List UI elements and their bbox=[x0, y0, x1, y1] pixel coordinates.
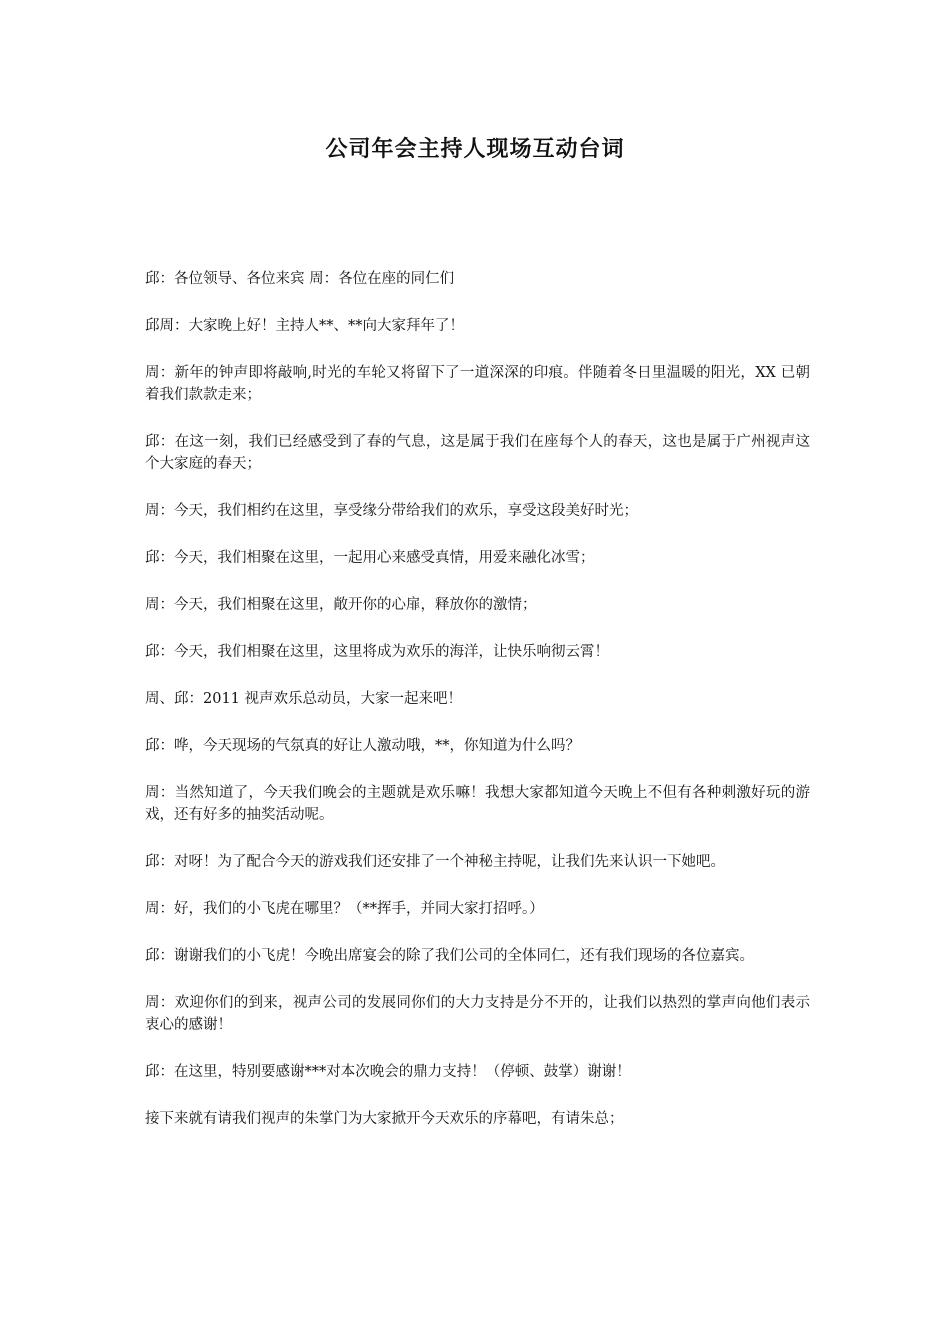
paragraph: 接下来就有请我们视声的朱掌门为大家掀开今天欢乐的序幕吧，有请朱总； bbox=[145, 1111, 624, 1127]
paragraph: 邱周：大家晚上好！主持人**、**向大家拜年了！ bbox=[145, 318, 464, 334]
paragraph: 邱：在这一刻，我们已经感受到了春的气息，这是属于我们在座每个人的春天，这也是属于广州视声这个大家庭的春天； bbox=[145, 434, 810, 472]
document-body bbox=[145, 268, 810, 1155]
paragraph: 邱：谢谢我们的小飞虎！今晚出席宴会的除了我们公司的全体同仁，还有我们现场的各位嘉宾。 bbox=[145, 948, 754, 964]
paragraph: 周：当然知道了，今天我们晚会的主题就是欢乐嘛！我想大家都知道今天晚上不但有各种刺激好玩的游戏，还有好多的抽奖活动呢。 bbox=[145, 785, 810, 823]
paragraph: 邱：哗，今天现场的气氛真的好让人激动哦，**，你知道为什么吗？ bbox=[145, 738, 580, 754]
paragraph: 周：今天，我们相约在这里，享受缘分带给我们的欢乐，享受这段美好时光； bbox=[145, 503, 638, 519]
paragraph: 周：今天，我们相聚在这里，敞开你的心扉，释放你的激情； bbox=[145, 597, 537, 613]
paragraph: 邱：在这里，特别要感谢***对本次晚会的鼎力支持！（停顿、鼓掌）谢谢！ bbox=[145, 1064, 631, 1080]
paragraph: 邱：各位领导、各位来宾 周：各位在座的同仁们 bbox=[145, 271, 455, 287]
page-title: 公司年会主持人现场互动台词 bbox=[325, 136, 625, 162]
paragraph: 周、邱：2011 视声欢乐总动员，大家一起来吧！ bbox=[145, 691, 463, 707]
paragraph: 周：新年的钟声即将敲响,时光的车轮又将留下了一道深深的印痕。伴随着冬日里温暖的阳光，XX 已朝着我们款款走来； bbox=[145, 365, 810, 403]
paragraph: 周：好，我们的小飞虎在哪里？（**挥手，并同大家打招呼。） bbox=[145, 901, 544, 917]
paragraph: 邱：今天，我们相聚在这里，一起用心来感受真情，用爱来融化冰雪； bbox=[145, 550, 595, 566]
paragraph: 邱：今天，我们相聚在这里，这里将成为欢乐的海洋，让快乐响彻云霄！ bbox=[145, 644, 609, 660]
paragraph: 邱：对呀！为了配合今天的游戏我们还安排了一个神秘主持呢，让我们先来认识一下她吧。 bbox=[145, 854, 725, 870]
paragraph: 周：欢迎你们的到来，视声公司的发展同你们的大力支持是分不开的，让我们以热烈的掌声向他们表示衷心的感谢！ bbox=[145, 995, 810, 1033]
